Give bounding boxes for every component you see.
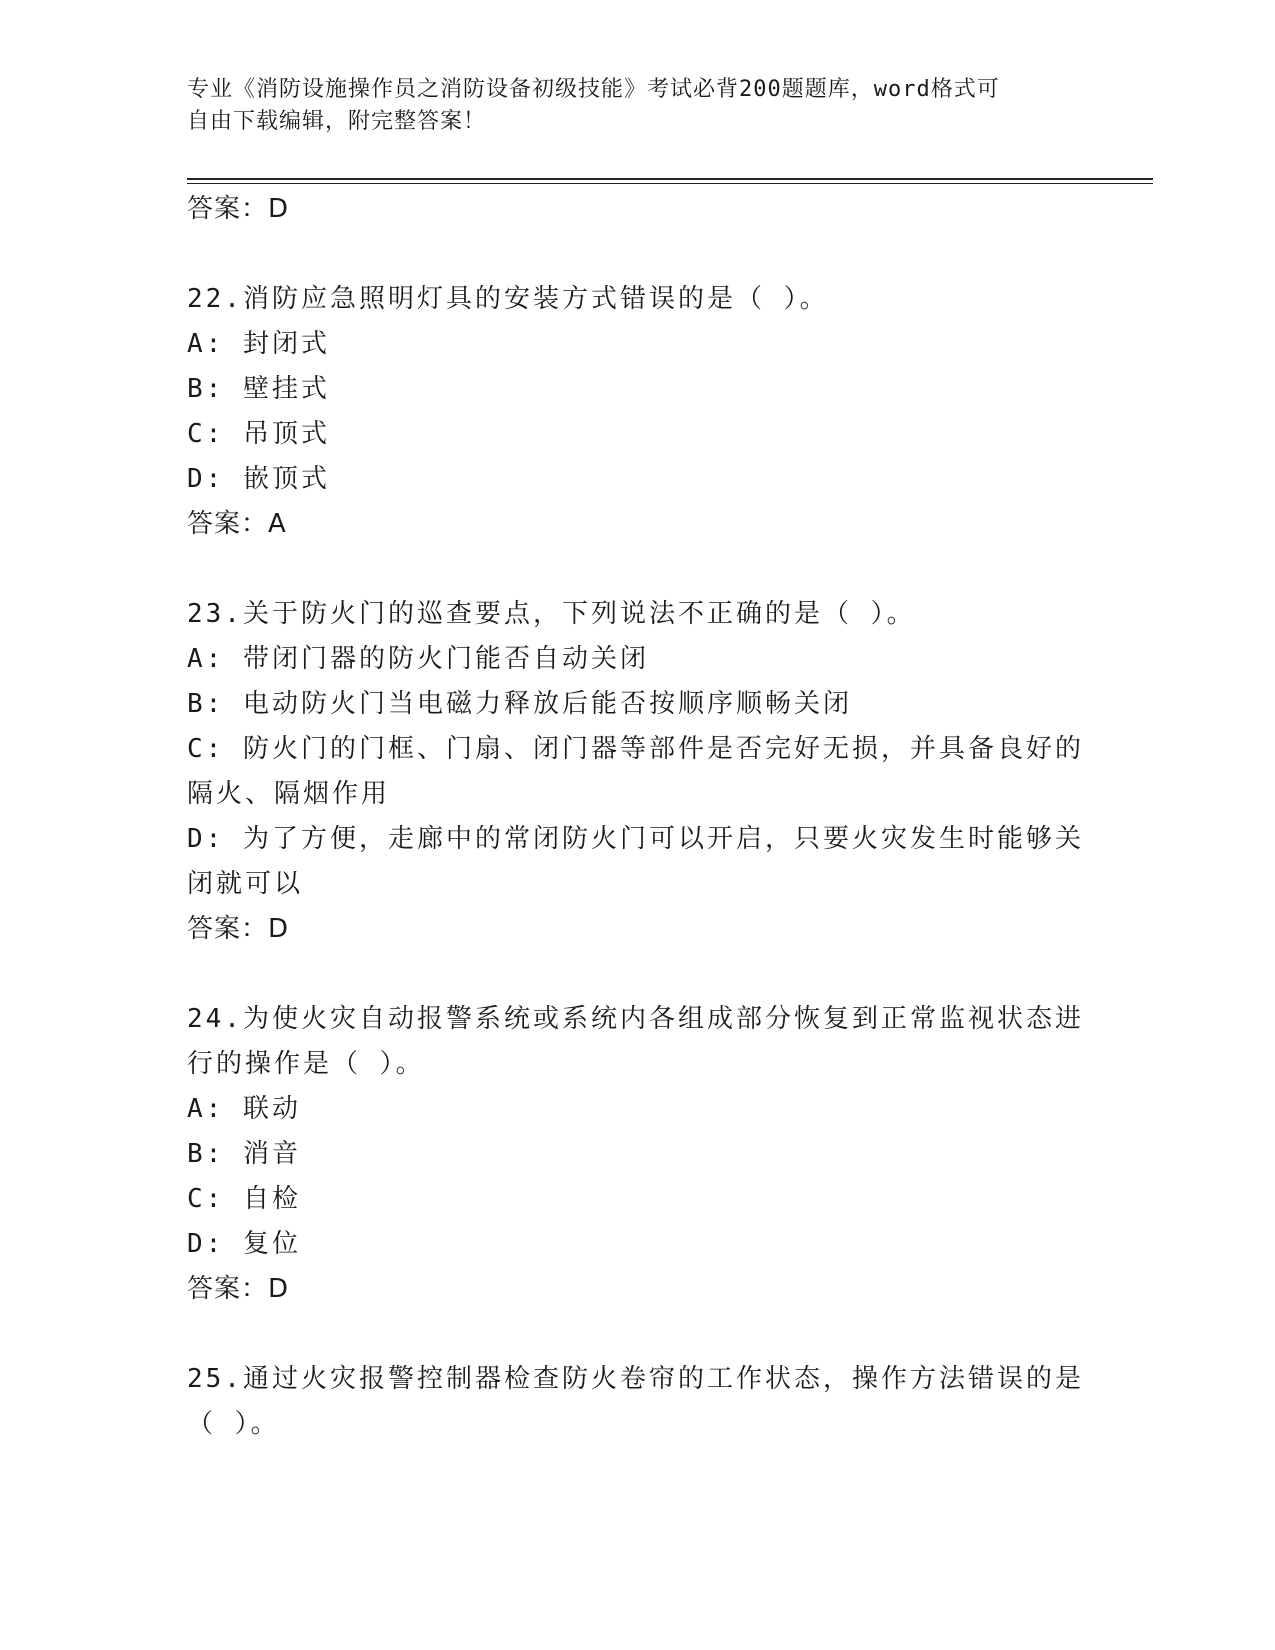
- question-23-option-c-2: 隔火、隔烟作用: [187, 779, 391, 809]
- question-22-option-c: C: 吊顶式: [187, 419, 330, 449]
- header-rule-thick: [187, 178, 1153, 180]
- question-23-option-b: B: 电动防火门当电磁力释放后能否按顺序顺畅关闭: [187, 689, 852, 719]
- question-25-stem-2: （ ）。: [187, 1409, 280, 1439]
- question-22-option-a: A: 封闭式: [187, 329, 330, 359]
- question-24-stem-1: 24.为使火灾自动报警系统或系统内各组成部分恢复到正常监视状态进: [187, 1004, 1084, 1034]
- previous-answer: 答案：D: [187, 194, 290, 224]
- page-header: [187, 74, 1087, 138]
- question-23-stem-1: 23.关于防火门的巡查要点，下列说法不正确的是（ ）。: [187, 599, 916, 629]
- question-22-answer: 答案：A: [187, 509, 287, 539]
- question-24-option-d: D: 复位: [187, 1229, 301, 1259]
- question-23-answer: 答案：D: [187, 914, 290, 944]
- question-22-option-b: B: 壁挂式: [187, 374, 330, 404]
- question-24-option-a: A: 联动: [187, 1094, 301, 1124]
- question-23-option-d-2: 闭就可以: [187, 869, 304, 899]
- question-25-stem-1: 25.通过火灾报警控制器检查防火卷帘的工作状态，操作方法错误的是: [187, 1364, 1084, 1394]
- question-23-option-d-1: D: 为了方便，走廊中的常闭防火门可以开启，只要火灾发生时能够关: [187, 824, 1084, 854]
- question-22-stem-1: 22.消防应急照明灯具的安装方式错误的是（ ）。: [187, 284, 829, 314]
- question-23-option-c-1: C: 防火门的门框、门扇、闭门器等部件是否完好无损，并具备良好的: [187, 734, 1084, 764]
- header-line-1: 专业《消防设施操作员之消防设备初级技能》考试必背200题题库，word格式可: [187, 77, 1000, 102]
- question-24-answer: 答案：D: [187, 1274, 290, 1304]
- question-22-option-d: D: 嵌顶式: [187, 464, 330, 494]
- question-23-option-a: A: 带闭门器的防火门能否自动关闭: [187, 644, 649, 674]
- question-24-stem-2: 行的操作是（ ）。: [187, 1049, 425, 1079]
- question-24-option-b: B: 消音: [187, 1139, 301, 1169]
- header-rule-thin: [187, 183, 1153, 184]
- header-line-2: 自由下载编辑，附完整答案！: [187, 109, 487, 134]
- question-24-option-c: C: 自检: [187, 1184, 301, 1214]
